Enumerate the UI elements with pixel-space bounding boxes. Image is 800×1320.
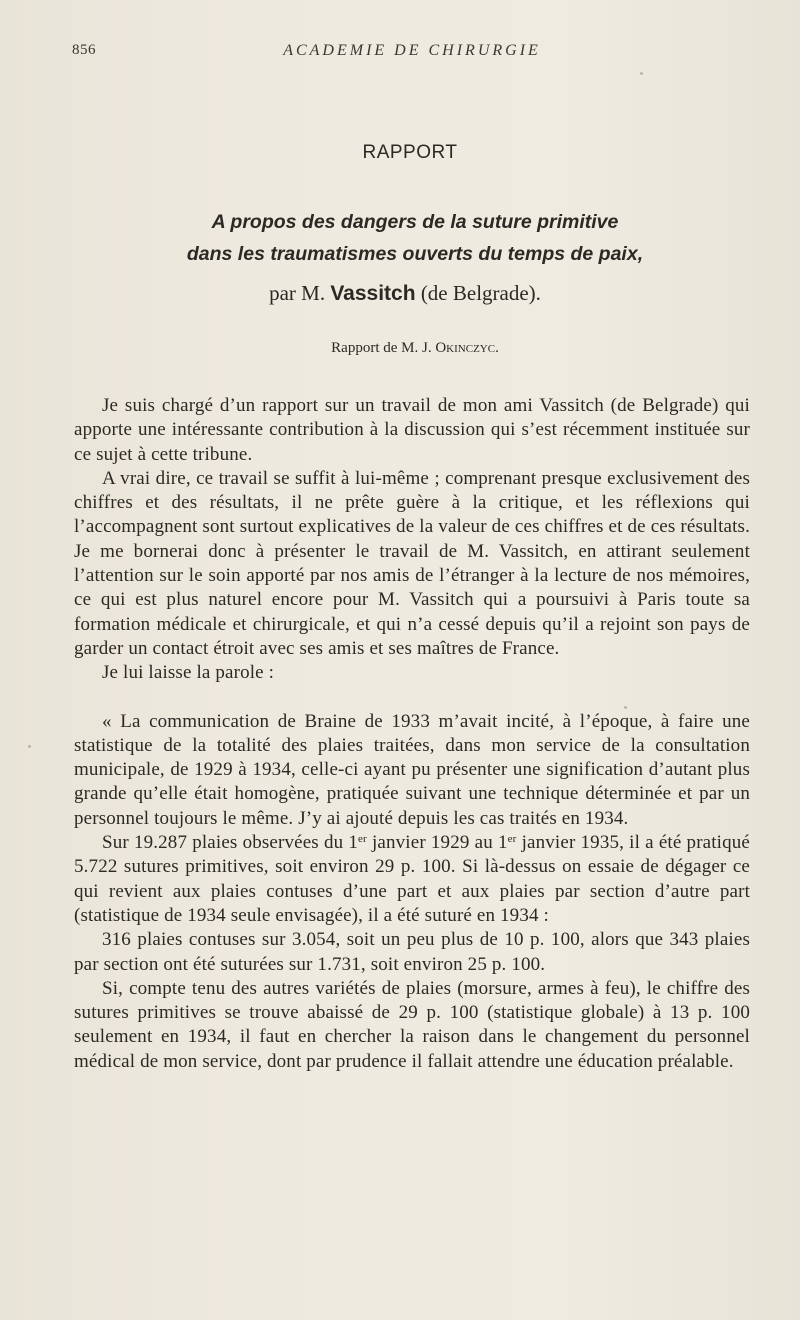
paper-speck — [624, 706, 627, 709]
section-heading: RAPPORT — [362, 142, 458, 163]
paper-speck — [28, 745, 31, 748]
article-title-line-1: A propos des dangers de la suture primitive — [211, 211, 619, 233]
running-head — [72, 42, 752, 66]
journal-title: ACADEMIE DE CHIRURGIE — [283, 42, 541, 59]
body-text — [74, 394, 750, 1074]
paragraph-6: 316 plaies contuses sur 3.054, soit un peu plus de 10 p. 100, alors que 343 plaies par section ont été suturées sur 1.731, soit environ 25 p. 100. — [74, 929, 750, 975]
byline-prefix: par M. — [269, 281, 326, 305]
article-title — [0, 206, 800, 270]
superscript-er-2: er — [507, 833, 517, 846]
page-number: 856 — [72, 42, 96, 58]
report-attribution — [0, 340, 800, 357]
paragraph-5 — [74, 831, 750, 928]
paragraph-1: Je suis chargé d’un rapport sur un travail de mon ami Vassitch (de Belgrade) qui apporte une intéressante contribution à la discussion qui s’est récemment instituée sur ce sujet à cette tribune. — [74, 395, 750, 465]
report-prefix: Rapport de M. J. — [331, 340, 432, 356]
paper-speck — [640, 72, 643, 75]
paragraph-5-part-2: janvier 1929 au 1 — [366, 832, 508, 854]
paragraph-3: Je lui laisse la parole : — [102, 662, 275, 684]
rapporteur-name: Okinczyc. — [435, 340, 499, 356]
paragraph-4: « La communication de Braine de 1933 m’avait incité, à l’époque, à faire une statistique de la totalité des plaies traitées, dans mon service de la consultation municipale, de 1929 à 1934, celle-ci ayant pu présenter une signification d’autant plus grande qu’elle était homogène, pratiquée suivant une technique déterminée et par un personnel toujours le même. J’y ai ajouté depuis les cas traités en 1934. — [74, 710, 750, 829]
author-name: Vassitch — [330, 282, 416, 305]
article-title-line-2: dans les traumatismes ouverts du temps de paix, — [186, 243, 644, 265]
paragraph-2: A vrai dire, ce travail se suffit à lui-même ; comprenant presque exclusivement des chiffres et des résultats, il ne prête guère à la critique, et les réflexions qui l’accompagnent sont surtout explicatives de la valeur de ces chiffres et de ces résultats. Je me bornerai donc à présenter le travail de M. Vassitch, en attirant seulement l’attention sur le soin apporté par nos amis de l’étranger à la lecture de nos mémoires, ce qui est plus naturel encore pour M. Vassitch qui a poursuivi à Paris toute sa formation médicale et chirurgicale, et qui n’a cessé depuis qu’il a rejoint son pays de garder un contact étroit avec ses amis et ses maîtres de France. — [74, 467, 750, 659]
author-affiliation: (de Belgrade). — [420, 281, 541, 305]
paragraph-7: Si, compte tenu des autres variétés de plaies (morsure, armes à feu), le chiffre des sutures primitives se trouve abaissé de 29 p. 100 (statistique globale) à 13 p. 100 seulement en 1934, il faut en chercher la raison dans le changement du personnel médical de mon service, dont par prudence il fallait attendre une éducation préalable. — [74, 977, 750, 1072]
superscript-er-1: er — [358, 833, 367, 846]
byline — [0, 281, 800, 306]
paragraph-5-part-1: Sur 19.287 plaies observées du 1 — [102, 832, 359, 854]
paragraph-5-part-3: janvier 1935, il a été pratiqué 5.722 sutures primitives, soit environ 29 p. 100. Si là-dessus on essaie de dégager ce qui revient aux plaies contuses d’une part et aux plaies par section d’autre part (statistique de 1934 seule envisagée), il a été suturé en 1934 : — [74, 832, 750, 926]
